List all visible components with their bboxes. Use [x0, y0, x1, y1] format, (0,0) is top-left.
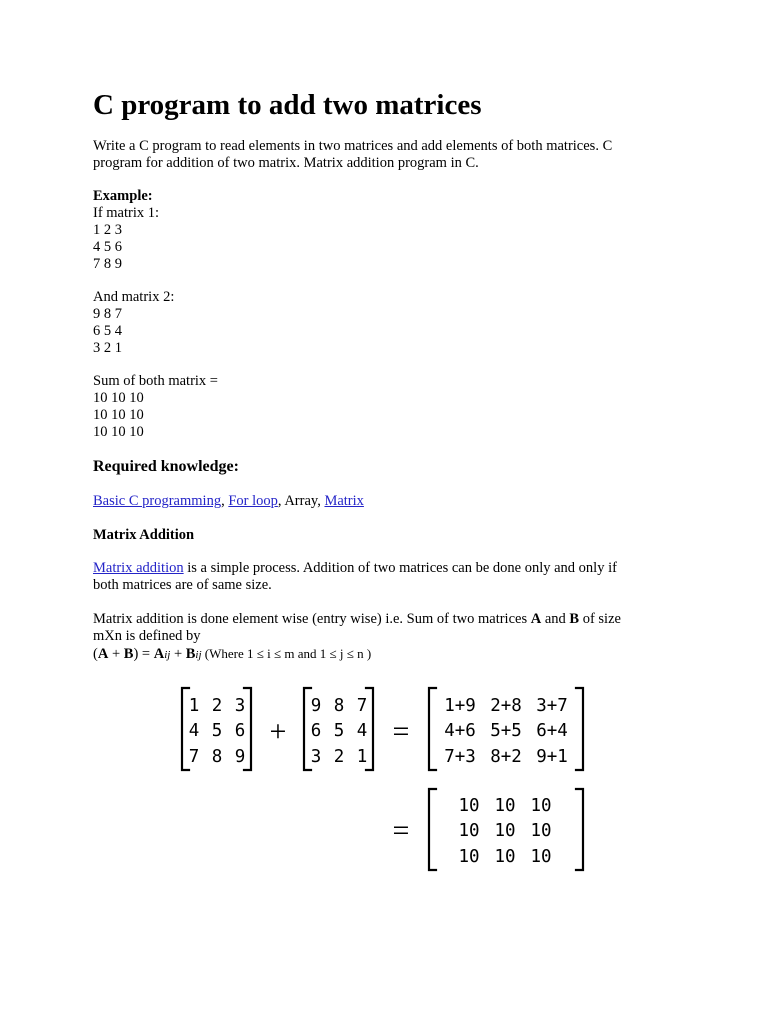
m1-cell: 2 [211, 696, 223, 716]
m2-cell: 1 [356, 747, 368, 767]
example-label: Example: [93, 188, 153, 204]
m2-cell: 2 [333, 747, 345, 767]
formula-subscript: ij [195, 649, 202, 661]
m3-cell: 1+9 [444, 696, 476, 716]
matrix2-row-3: 3 2 1 [93, 340, 122, 356]
m2-cell: 7 [356, 696, 368, 716]
m1-cell: 7 [188, 747, 200, 767]
matrix-2-left-bracket [304, 688, 311, 770]
m3-cell: 7+3 [444, 747, 476, 767]
m4-cell: 10 [494, 847, 516, 867]
m2-cell: 8 [333, 696, 345, 716]
matrix-addition-para-2-line-2: mXn is defined by [93, 628, 201, 644]
link-basic-c-programming[interactable]: Basic C programming [93, 493, 222, 509]
formula-b: B [123, 646, 134, 662]
m1-cell: 4 [188, 721, 200, 741]
para-text: of size [579, 611, 621, 627]
para-text: Matrix addition is done element wise (entry wise) i.e. Sum of two matrices [93, 611, 531, 627]
m3-cell: 6+4 [536, 721, 568, 741]
formula-a: A [97, 646, 109, 662]
sum-row-3: 10 10 10 [93, 424, 144, 440]
m4-cell: 10 [458, 821, 480, 841]
m1-cell: 3 [234, 696, 246, 716]
formula-bij: B [185, 646, 196, 662]
m1-cell: 8 [211, 747, 223, 767]
m4-cell: 10 [494, 821, 516, 841]
matrix-addition-para-1-line-2: both matrices are of same size. [93, 577, 272, 593]
matrix-2-right-bracket [366, 688, 373, 770]
addition-formula [93, 645, 371, 664]
formula-plus: + [170, 646, 186, 662]
matrix2-row-2: 6 5 4 [93, 323, 122, 339]
formula-paren: ( [93, 646, 98, 662]
matrix-3-left-bracket [429, 688, 436, 770]
matrix-4-right-bracket [576, 789, 583, 870]
link-matrix[interactable]: Matrix [324, 493, 364, 509]
m3-cell: 5+5 [490, 721, 522, 741]
matrix-addition-heading: Matrix Addition [93, 527, 195, 543]
equals-sign: = [392, 814, 410, 847]
m4-cell: 10 [494, 796, 516, 816]
matrix1-row-2: 4 5 6 [93, 239, 122, 255]
separator: , [317, 493, 325, 509]
formula-plus: + [108, 646, 124, 662]
formula-condition: (Where 1 ≤ i ≤ m and 1 ≤ j ≤ n ) [201, 646, 372, 661]
matrix-addition-para-2 [93, 611, 621, 628]
separator: , [221, 493, 229, 509]
m3-cell: 2+8 [490, 696, 522, 716]
formula-aij: A [153, 646, 165, 662]
m2-cell: 4 [356, 721, 368, 741]
m3-cell: 8+2 [490, 747, 522, 767]
matrix1-row-1: 1 2 3 [93, 222, 122, 238]
formula-subscript: ij [164, 649, 171, 661]
matrix2-row-1: 9 8 7 [93, 306, 122, 322]
m3-cell: 4+6 [444, 721, 476, 741]
separator: , [277, 493, 285, 509]
required-knowledge-links [93, 493, 364, 510]
matrix-1-left-bracket [182, 688, 189, 770]
para-text: and [541, 611, 570, 627]
link-for-loop[interactable]: For loop [228, 493, 278, 509]
intro-line-1: Write a C program to read elements in two matrices and add elements of both matrices. C [93, 138, 613, 154]
m4-cell: 10 [530, 796, 552, 816]
m1-cell: 9 [234, 747, 246, 767]
link-matrix-addition[interactable]: Matrix addition [93, 560, 184, 576]
matrix-3-right-bracket [576, 688, 583, 770]
matrix-4-left-bracket [429, 789, 436, 870]
m3-cell: 9+1 [536, 747, 568, 767]
m4-cell: 10 [530, 821, 552, 841]
sum-row-2: 10 10 10 [93, 407, 144, 423]
m2-cell: 3 [310, 747, 322, 767]
m1-cell: 5 [211, 721, 223, 741]
sum-label: Sum of both matrix = [93, 373, 218, 389]
m1-cell: 1 [188, 696, 200, 716]
plus-sign: + [269, 715, 287, 748]
m2-cell: 5 [333, 721, 345, 741]
m2-cell: 9 [310, 696, 322, 716]
m4-cell: 10 [530, 847, 552, 867]
matrix-b-symbol: B [569, 611, 580, 627]
intro-line-2: program for addition of two matrix. Matrix addition program in C. [93, 155, 479, 171]
m2-cell: 6 [310, 721, 322, 741]
required-knowledge-heading: Required knowledge: [93, 458, 239, 475]
sum-row-1: 10 10 10 [93, 390, 144, 406]
m4-cell: 10 [458, 847, 480, 867]
matrix1-row-3: 7 8 9 [93, 256, 122, 272]
m1-cell: 6 [234, 721, 246, 741]
matrix1-label: If matrix 1: [93, 205, 160, 221]
formula-equals: ) = [133, 646, 154, 662]
para-text: is a simple process. Addition of two matrices can be done only and only if [183, 560, 617, 576]
m4-cell: 10 [458, 796, 480, 816]
matrix-addition-para-1 [93, 560, 617, 577]
page-title: C program to add two matrices [93, 89, 482, 121]
equals-sign: = [392, 715, 410, 748]
array-text: Array [284, 493, 318, 509]
matrix2-label: And matrix 2: [93, 289, 175, 305]
matrix-a-symbol: A [530, 611, 542, 627]
matrix-1-right-bracket [244, 688, 251, 770]
m3-cell: 3+7 [536, 696, 568, 716]
